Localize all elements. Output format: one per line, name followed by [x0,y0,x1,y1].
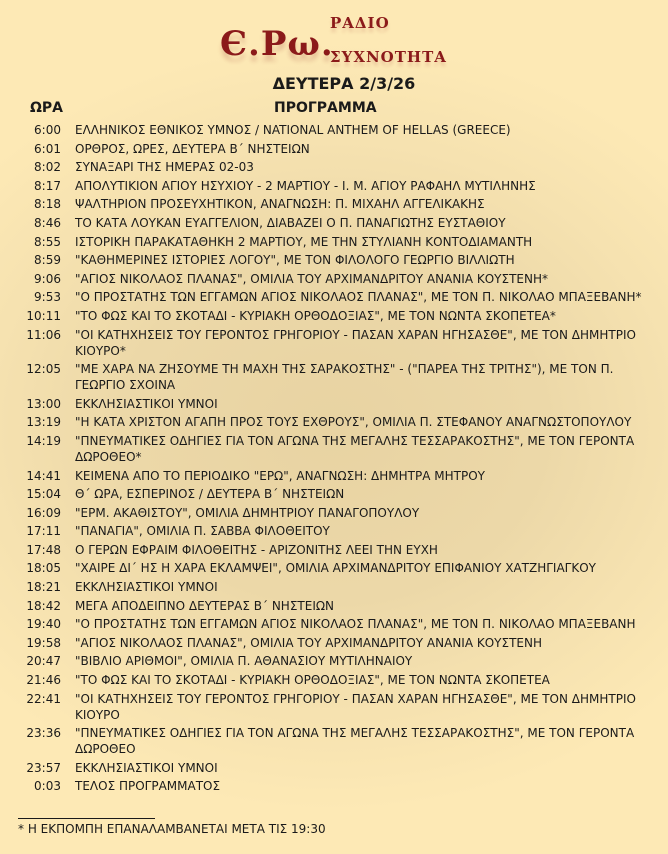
schedule-program-title: "ΕΡΜ. ΑΚΑΘΙΣΤΟΥ", ΟΜΙΛΙΑ ΔΗΜΗΤΡΙΟΥ ΠΑΝΑΓΟΠΟΥΛΟΥ [75,505,420,520]
schedule-row [0,598,668,614]
schedule-row [0,215,668,231]
schedule-time: 18:05 [26,561,61,576]
schedule-row [0,616,668,632]
footnote: * Η ΕΚΠΟΜΠΗ ΕΠΑΝΑΛΑΜΒΑΝΕΤΑΙ ΜΕΤΑ ΤΙΣ 19:30 [18,822,326,836]
schedule-program-title: Θ΄ ΩΡΑ, ΕΣΠΕΡΙΝΟΣ / ΔΕΥΤΕΡΑ Β΄ ΝΗΣΤΕΙΩΝ [75,487,345,502]
schedule-row [0,122,668,138]
column-header-program: ΠΡΟΓΡΑΜΜΑ [274,100,377,116]
schedule-time: 17:11 [26,524,61,539]
schedule-time: 12:05 [26,362,61,377]
footnote-divider [18,818,155,819]
schedule-time: 8:02 [34,160,61,175]
schedule-row [0,560,668,576]
schedule-time: 11:06 [26,327,61,342]
schedule-row [0,159,668,175]
station-logo [220,10,460,70]
schedule-program-title: "Ο ΠΡΟΣΤΑΤΗΣ ΤΩΝ ΕΓΓΑΜΩΝ ΑΓΙΟΣ ΝΙΚΟΛΑΟΣ ΠΛΑΝΑΣ", ΜΕ ΤΟΝ Π. ΝΙΚΟΛΑΟ ΜΠΑΞΕΒΑΝΗ* [75,290,642,305]
schedule-row [0,468,668,484]
schedule-row [0,653,668,669]
schedule-time: 22:41 [26,691,61,706]
schedule-program-title: "ΤΟ ΦΩΣ ΚΑΙ ΤΟ ΣΚΟΤΑΔΙ - ΚΥΡΙΑΚΗ ΟΡΘΟΔΟΞΙΑΣ", ΜΕ ΤΟΝ ΝΩΝΤΑ ΣΚΟΠΕΤΕΑ [75,673,550,688]
schedule-time: 8:59 [34,253,61,268]
schedule-row [0,141,668,157]
schedule-time: 14:41 [26,468,61,483]
schedule-row [0,486,668,502]
schedule-row [0,542,668,558]
schedule-time: 14:19 [26,433,61,448]
schedule-program-title: Ο ΓΕΡΩΝ ΕΦΡΑΙΜ ΦΙΛΟΘΕΙΤΗΣ - ΑΡΙΖΟΝΙΤΗΣ ΛΕΕΙ ΤΗΝ ΕΥΧΗ [75,542,438,557]
schedule-row [0,327,668,359]
schedule-time: 8:17 [34,178,61,193]
schedule-time: 8:55 [34,234,61,249]
schedule-time: 6:00 [34,123,61,137]
schedule-time: 0:03 [34,779,61,794]
schedule-program-title: ΤΕΛΟΣ ΠΡΟΓΡΑΜΜΑΤΟΣ [75,779,221,794]
logo-mark: Є.Ρω. [220,24,334,64]
schedule-time: 17:48 [26,542,61,557]
schedule-row [0,725,668,757]
schedule-row [0,433,668,465]
schedule-program-title: "ΟΙ ΚΑΤΗΧΗΣΕΙΣ ΤΟΥ ΓΕΡΟΝΤΟΣ ΓΡΗΓΟΡΙΟΥ - ΠΑΣΑΝ ΧΑΡΑΝ ΗΓΗΣΑΣΘΕ", ΜΕ ΤΟΝ ΔΗΜΗΤΡΙΟ ΚΙΟΥΡΟ [75,691,636,722]
schedule-time: 20:47 [26,654,61,669]
schedule-time: 23:36 [26,726,61,741]
schedule-program-title: "ΠΝΕΥΜΑΤΙΚΕΣ ΟΔΗΓΙΕΣ ΓΙΑ ΤΟΝ ΑΓΩΝΑ ΤΗΣ ΜΕΓΑΛΗΣ ΤΕΣΣΑΡΑΚΟΣΤΗΣ", ΜΕ ΤΟΝ ΓΕΡΟΝΤΑ ΔΩΡΟΘΕΟ [75,726,635,757]
schedule-program-title: ΚΕΙΜΕΝΑ ΑΠΟ ΤΟ ΠΕΡΙΟΔΙΚΟ "ΕΡΩ", ΑΝΑΓΝΩΣΗ: ΔΗΜΗΤΡΑ ΜΗΤΡΟΥ [75,468,485,483]
schedule-program-title: ΑΠΟΛΥΤΙΚΙΟΝ ΑΓΙΟΥ ΗΣΥΧΙΟΥ - 2 ΜΑΡΤΙΟΥ - Ι. Μ. ΑΓΙΟΥ ΡΑΦΑΗΛ ΜΥΤΙΛΗΝΗΣ [75,178,536,193]
schedule-time: 19:40 [26,617,61,632]
schedule-program-title: "ΑΓΙΟΣ ΝΙΚΟΛΑΟΣ ΠΛΑΝΑΣ", ΟΜΙΛΙΑ ΤΟΥ ΑΡΧΙΜΑΝΔΡΙΤΟΥ ΑΝΑΝΙΑ ΚΟΥΣΤΕΝΗ* [75,271,548,286]
schedule-row [0,760,668,776]
schedule-row [0,252,668,268]
schedule-row [0,523,668,539]
schedule-program-title: ΟΡΘΡΟΣ, ΩΡΕΣ, ΔΕΥΤΕΡΑ Β΄ ΝΗΣΤΕΙΩΝ [75,141,310,156]
schedule-program-title: ΕΚΚΛΗΣΙΑΣΤΙΚΟΙ ΥΜΝΟΙ [75,580,218,595]
schedule-program-title: ΕΛΛΗΝΙΚΟΣ ΕΘΝΙΚΟΣ ΥΜΝΟΣ / NATIONAL ANTHEM OF HELLAS (GREECE) [75,123,511,137]
schedule-time: 8:46 [34,215,61,230]
schedule-row [0,635,668,651]
schedule-row [0,396,668,412]
schedule-time: 16:09 [26,505,61,520]
schedule-program-title: ΕΚΚΛΗΣΙΑΣΤΙΚΟΙ ΥΜΝΟΙ [75,396,218,411]
schedule-program-title: "ΒΙΒΛΙΟ ΑΡΙΘΜΟΙ", ΟΜΙΛΙΑ Π. ΑΘΑΝΑΣΙΟΥ ΜΥΤΙΛΗΝΑΙΟΥ [75,654,413,669]
logo-line-frequency: ΣΥΧΝΟΤΗΤΑ [330,48,447,66]
schedule-row [0,196,668,212]
schedule-time: 21:46 [26,673,61,688]
schedule-program-title: ΙΣΤΟΡΙΚΗ ΠΑΡΑΚΑΤΑΘΗΚΗ 2 ΜΑΡΤΙΟΥ, ΜΕ ΤΗΝ ΣΤΥΛΙΑΝΗ ΚΟΝΤΟΔΙΑΜΑΝΤΗ [75,234,533,249]
schedule-program-title: "ΜΕ ΧΑΡΑ ΝΑ ΖΗΣΟΥΜΕ ΤΗ ΜΑΧΗ ΤΗΣ ΣΑΡΑΚΟΣΤΗΣ" - ("ΠΑΡΕΑ ΤΗΣ ΤΡΙΤΗΣ"), ΜΕ ΤΟΝ Π. ΓΕΩΡΓΙΟ ΣΧΟΙΝΑ [75,362,614,393]
schedule-row [0,778,668,794]
schedule-time: 18:21 [26,580,61,595]
schedule-program-title: "ΧΑΙΡΕ ΔΙ΄ ΗΣ Η ΧΑΡΑ ΕΚΛΑΜΨΕΙ", ΟΜΙΛΙΑ ΑΡΧΙΜΑΝΔΡΙΤΟΥ ΕΠΙΦΑΝΙΟΥ ΧΑΤΖΗΓΙΑΓΚΟΥ [75,561,596,576]
schedule-time: 13:19 [26,415,61,430]
schedule-row [0,271,668,287]
schedule-program-title: "ΠΝΕΥΜΑΤΙΚΕΣ ΟΔΗΓΙΕΣ ΓΙΑ ΤΟΝ ΑΓΩΝΑ ΤΗΣ ΜΕΓΑΛΗΣ ΤΕΣΣΑΡΑΚΟΣΤΗΣ", ΜΕ ΤΟΝ ΓΕΡΟΝΤΑ ΔΩΡΟΘΕΟ* [75,433,635,464]
schedule-time: 6:01 [34,141,61,156]
schedule-time: 18:42 [26,598,61,613]
schedule-row [0,672,668,688]
schedule-program-title: "Ο ΠΡΟΣΤΑΤΗΣ ΤΩΝ ΕΓΓΑΜΩΝ ΑΓΙΟΣ ΝΙΚΟΛΑΟΣ ΠΛΑΝΑΣ", ΜΕ ΤΟΝ Π. ΝΙΚΟΛΑΟ ΜΠΑΞΕΒΑΝΗ [75,617,636,632]
schedule-time: 19:58 [26,635,61,650]
schedule-program-title: ΕΚΚΛΗΣΙΑΣΤΙΚΟΙ ΥΜΝΟΙ [75,760,218,775]
schedule-date-title: ΔΕΥΤΕΡΑ 2/3/26 [272,74,416,93]
schedule-program-title: "ΠΑΝΑΓΙΑ", ΟΜΙΛΙΑ Π. ΣΑΒΒΑ ΦΙΛΟΘΕΙΤΟΥ [75,524,330,539]
schedule-program-title: "ΤΟ ΦΩΣ ΚΑΙ ΤΟ ΣΚΟΤΑΔΙ - ΚΥΡΙΑΚΗ ΟΡΘΟΔΟΞΙΑΣ", ΜΕ ΤΟΝ ΝΩΝΤΑ ΣΚΟΠΕΤΕΑ* [75,308,556,323]
schedule-program-title: "Η ΚΑΤΑ ΧΡΙΣΤΟΝ ΑΓΑΠΗ ΠΡΟΣ ΤΟΥΣ ΕΧΘΡΟΥΣ", ΟΜΙΛΙΑ Π. ΣΤΕΦΑΝΟΥ ΑΝΑΓΝΩΣΤΟΠΟΥΛΟΥ [75,415,632,430]
schedule-time: 10:11 [26,308,61,323]
schedule-program-title: ΤΟ ΚΑΤΑ ΛΟΥΚΑΝ ΕΥΑΓΓΕΛΙΟΝ, ΔΙΑΒΑΖΕΙ Ο Π. ΠΑΝΑΓΙΩΤΗΣ ΕΥΣΤΑΘΙΟΥ [75,215,506,230]
schedule-list [0,122,668,797]
schedule-row [0,234,668,250]
schedule-row [0,505,668,521]
schedule-row [0,178,668,194]
column-header-time: ΩΡΑ [30,100,63,116]
schedule-time: 9:06 [34,271,61,286]
schedule-time: 23:57 [26,760,61,775]
schedule-program-title: ΨΑΛΤΗΡΙΟΝ ΠΡΟΣΕΥΧΗΤΙΚΟΝ, ΑΝΑΓΝΩΣΗ: Π. ΜΙΧΑΗΛ ΑΓΓΕΛΙΚΑΚΗΣ [75,197,485,212]
schedule-program-title: ΜΕΓΑ ΑΠΟΔΕΙΠΝΟ ΔΕΥΤΕΡΑΣ Β΄ ΝΗΣΤΕΙΩΝ [75,598,335,613]
schedule-row [0,361,668,393]
schedule-time: 15:04 [26,487,61,502]
schedule-program-title: "ΑΓΙΟΣ ΝΙΚΟΛΑΟΣ ΠΛΑΝΑΣ", ΟΜΙΛΙΑ ΤΟΥ ΑΡΧΙΜΑΝΔΡΙΤΟΥ ΑΝΑΝΙΑ ΚΟΥΣΤΕΝΗ [75,635,542,650]
logo-line-radio: ΡΑΔΙΟ [330,14,390,32]
schedule-program-title: "ΚΑΘΗΜΕΡΙΝΕΣ ΙΣΤΟΡΙΕΣ ΛΟΓΟΥ", ΜΕ ΤΟΝ ΦΙΛΟΛΟΓΟ ΓΕΩΡΓΙΟ ΒΙΛΛΙΩΤΗ [75,253,515,268]
schedule-row [0,691,668,723]
schedule-row [0,579,668,595]
schedule-program-title: ΣΥΝΑΞΑΡΙ ΤΗΣ ΗΜΕΡΑΣ 02-03 [75,160,254,175]
schedule-time: 8:18 [34,197,61,212]
schedule-time: 9:53 [34,290,61,305]
schedule-row [0,414,668,430]
schedule-row [0,308,668,324]
schedule-row [0,289,668,305]
schedule-time: 13:00 [26,396,61,411]
schedule-program-title: "ΟΙ ΚΑΤΗΧΗΣΕΙΣ ΤΟΥ ΓΕΡΟΝΤΟΣ ΓΡΗΓΟΡΙΟΥ - ΠΑΣΑΝ ΧΑΡΑΝ ΗΓΗΣΑΣΘΕ", ΜΕ ΤΟΝ ΔΗΜΗΤΡΙΟ ΚΙΟΥΡΟ* [75,327,636,358]
